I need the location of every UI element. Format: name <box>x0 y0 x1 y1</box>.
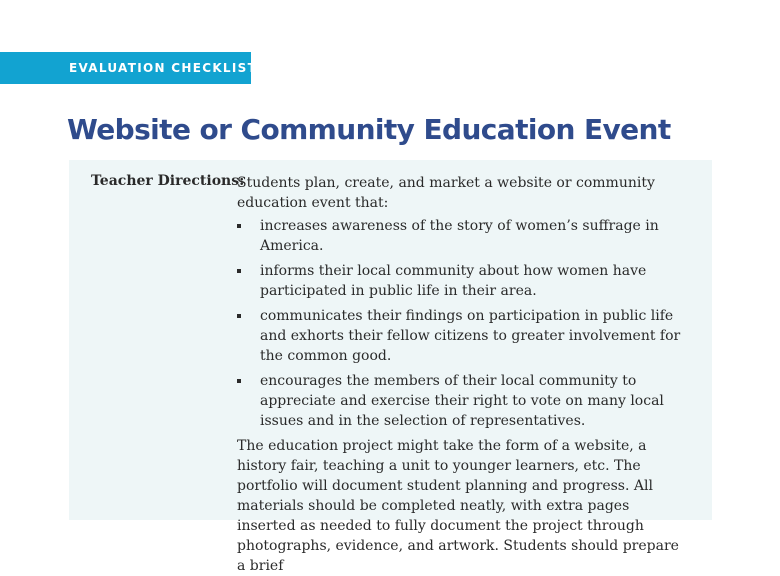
section-tag-label: EVALUATION CHECKLIST <box>69 61 258 75</box>
directions-outro: The education project might take the form of a website, a history fair, teaching a unit to younger learners, etc. The portfolio will document student planning and progress. All materials should be completed neatly, with extra pages inserted as needed to fully document the project through photographs, evidence, and artwork. Students should prepare a brief <box>237 438 679 574</box>
list-item-text: encourages the members of their local community to appreciate and exercise their right to vote on many local issues and in the selection of representatives. <box>260 373 664 429</box>
square-bullet-icon <box>237 379 241 383</box>
teacher-directions-body <box>237 173 689 576</box>
list-item-text: communicates their findings on participation in public life and exhorts their fellow citizens to greater involvement for the common good. <box>260 308 681 364</box>
square-bullet-icon <box>237 269 241 273</box>
list-item <box>237 371 689 431</box>
teacher-directions-panel <box>69 160 712 574</box>
list-item <box>237 261 689 301</box>
square-bullet-icon <box>237 314 241 318</box>
directions-intro: Students plan, create, and market a website or community education event that: <box>237 175 655 211</box>
list-item <box>237 216 689 256</box>
square-bullet-icon <box>237 224 241 228</box>
section-tag <box>0 52 258 84</box>
directions-bullet-list <box>237 216 689 431</box>
teacher-directions-label: Teacher Directions: <box>91 173 245 189</box>
list-item-text: informs their local community about how women have participated in public life in their area. <box>260 263 647 299</box>
list-item <box>237 306 689 366</box>
list-item-text: increases awareness of the story of women’s suffrage in America. <box>260 218 659 254</box>
page-title: Website or Community Education Event <box>67 113 671 146</box>
